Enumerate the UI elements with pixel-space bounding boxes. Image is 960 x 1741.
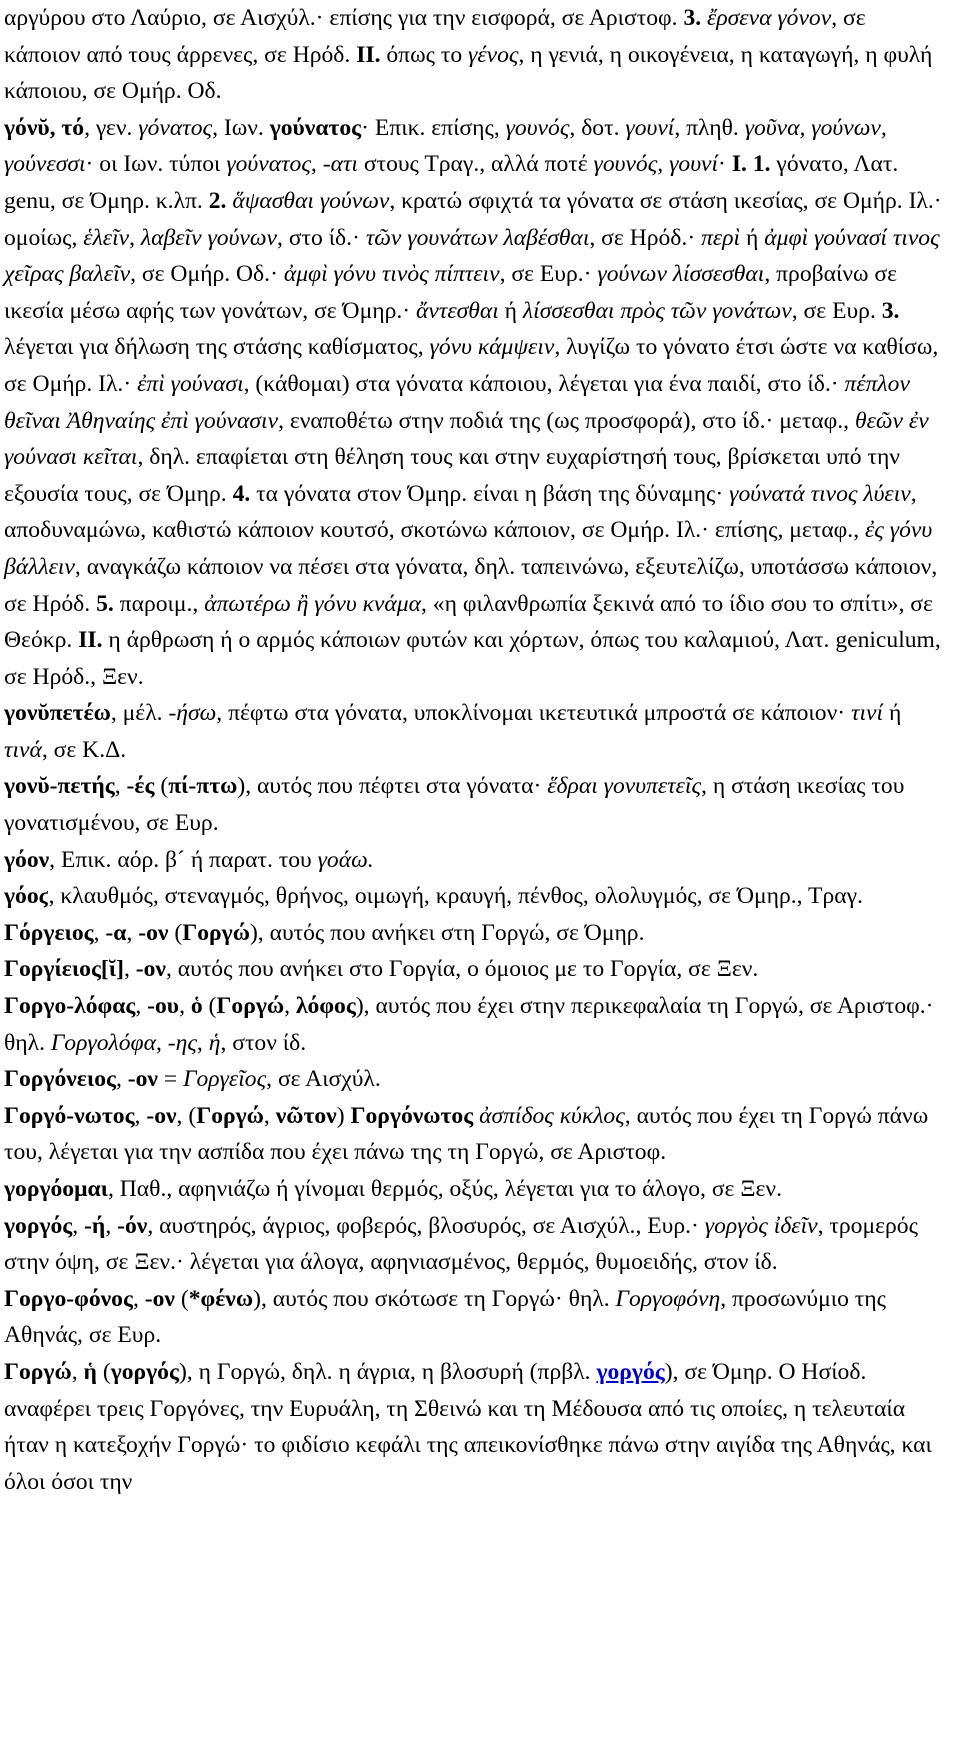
greek-citation-text: -ατι	[322, 151, 358, 178]
headword-or-bold-text: -ον	[135, 956, 166, 983]
headword-or-bold-text: Γοργώ	[216, 993, 285, 1020]
headword-or-bold-text: γοργόομαι	[4, 1176, 108, 1202]
entry-text: ,	[132, 1285, 145, 1312]
entry-text: ,	[123, 956, 136, 983]
greek-citation-text: θεῶν ἐν γούνασι κεῖται	[4, 407, 929, 471]
entry-text: όπως το	[380, 41, 469, 68]
greek-citation-text: ἀσπίδος κύκλος	[479, 1102, 625, 1129]
headword-or-bold-text: Γοργώ	[4, 1358, 72, 1385]
entry-text: (	[154, 773, 169, 800]
entry-text: , αυτός που έχει τη Γοργώ πάνω του, λέγεται για την ασπίδα που έχει πάνω της τη Γοργώ, σε Αριστοφ.	[4, 1102, 929, 1166]
entry-text: , πληθ.	[674, 114, 745, 141]
greek-citation-text: λαβεῖν γούνων	[140, 224, 278, 251]
entry-text: τα γόνατα στον Όμηρ. είναι η βάση της δύναμης·	[250, 480, 730, 507]
entry-text: ,	[71, 1358, 84, 1385]
greek-citation-text: τινί	[851, 700, 884, 727]
greek-citation-text: ἀμφὶ γούνασί τινος χεῖρας βαλεῖν	[4, 224, 940, 288]
entry-text: , στον ίδ.	[220, 1029, 307, 1056]
entry-text: ,	[126, 919, 139, 946]
entry-text: , κρατώ σφιχτά τα γόνατα σε στάση ικεσίας, σε Ομήρ. Ιλ.· ομοίως,	[4, 187, 942, 251]
headword-or-bold-text: Γοργίειος[ῐ]	[4, 956, 124, 983]
greek-citation-text: ἕδραι γονυπετεῖς	[547, 773, 702, 800]
entry-text: ), αυτός που σκότωσε τη Γοργώ· θηλ.	[253, 1285, 616, 1312]
entry-text: παροιμ.,	[113, 590, 205, 617]
entry-text: , (κάθομαι) στα γόνατα κάποιου, λέγεται για ένα παιδί, στο ίδ.·	[243, 370, 845, 397]
entry-text: ·	[718, 151, 732, 178]
entry-text: , προσωνύμιο της Αθηνάς, σε Ευρ.	[4, 1285, 886, 1349]
entry-text: ), αυτός που ανήκει στη Γοργώ, σε Όμηρ.	[249, 919, 645, 946]
greek-citation-text: γοργὸς ἰδεῖν	[704, 1212, 818, 1239]
headword-or-bold-text: -ον	[138, 919, 169, 946]
headword-or-bold-text: -α	[105, 919, 127, 946]
entry-text: , αυστηρός, άγριος, φοβερός, βλοσυρός, σε Αισχύλ., Ευρ.·	[147, 1212, 705, 1239]
entry-text: , μέλ.	[110, 700, 169, 727]
greek-citation-text: γουνός	[593, 151, 658, 178]
headword-or-bold-text: γόον	[4, 846, 50, 873]
entry-text: ή	[498, 297, 523, 324]
headword-or-bold-text: γοργός	[110, 1358, 179, 1385]
headword-or-bold-text: II.	[78, 627, 103, 654]
entry-text: , η στάση ικεσίας του γονατισμένου, σε Ευρ.	[4, 773, 905, 837]
entry-text: , σε Ευρ.	[791, 297, 882, 324]
entry-text: =	[157, 1066, 184, 1093]
headword-or-bold-text: γόνῠ, τό	[4, 114, 85, 141]
headword-or-bold-text: Γοργο-λόφας	[4, 993, 136, 1020]
greek-citation-text: ἔρσενα γόνον	[707, 5, 832, 31]
greek-citation-text: γούνατά τινος λύειν	[729, 480, 911, 507]
entry-goos	[4, 878, 944, 915]
headword-or-bold-text: I. 1.	[731, 151, 771, 178]
entry-text: , Επικ. αόρ. β´ ή παρατ. του	[49, 846, 318, 873]
headword-or-bold-text: Γοργόνωτος	[350, 1102, 474, 1129]
greek-citation-text: τινά	[4, 736, 42, 763]
entry-text: , κλαυθμός, στεναγμός, θρήνος, οιμωγή, κραυγή, πένθος, ολολυγμός, σε Όμηρ., Τραγ.	[48, 883, 863, 910]
entry-text: , πέφτω στα γόνατα, υποκλίνομαι ικετευτικά μπροστά σε κάποιον·	[216, 700, 852, 727]
headword-or-bold-text: -ον	[146, 1102, 177, 1129]
greek-citation-text: γόνυ κάμψειν	[429, 334, 555, 361]
entry-text: , στο ίδ.·	[277, 224, 366, 251]
entry-text: ή	[883, 700, 902, 727]
greek-citation-text: γοῦνα, γούνων, γούνεσσι	[4, 114, 887, 178]
headword-or-bold-text: γόοϛ	[4, 883, 49, 910]
headword-or-bold-text: Γόργειος	[4, 919, 94, 946]
entry-text: λέγεται για δήλωση της στάσης καθίσματος,	[4, 334, 430, 361]
entry-gorgo-phonos	[4, 1281, 944, 1354]
headword-or-bold-text: -ου	[147, 993, 180, 1020]
entry-text: (	[168, 919, 183, 946]
greek-citation-text: -ης	[167, 1029, 197, 1056]
headword-or-bold-text: II.	[356, 41, 381, 68]
greek-citation-text: ἀπωτέρω ἢ γόνυ κνάμα	[204, 590, 421, 617]
greek-citation-text: γένος	[468, 41, 519, 68]
entry-text: ,	[310, 151, 323, 178]
entry-gorgoneios	[4, 1061, 944, 1098]
entry-gony-petes	[4, 768, 944, 841]
greek-citation-text: γοάω.	[317, 846, 374, 873]
cross-reference-link[interactable]: γοργός	[596, 1358, 665, 1385]
entry-text: · οι Ιων. τύποι	[85, 151, 227, 178]
entry-gorgeios	[4, 915, 944, 952]
entry-text: , δηλ. επαφίεται στη θέληση τους και στην ευχαρίστησή τους, βρίσκεται υπό την εξουσία τους, σε Όμηρ.	[4, 444, 900, 507]
greek-citation-text: γουνός	[505, 114, 570, 141]
entry-text: ή	[740, 224, 765, 251]
entry-text: ,	[657, 151, 670, 178]
entry-text: ,	[135, 993, 148, 1020]
greek-citation-text: γουνί	[669, 151, 719, 178]
entry-text: , αναγκάζω κάποιον να πέσει στα γόνατα, δηλ. ταπεινώνω, εξευτελίζω, υποτάσσω κάποιον, σε Ηρόδ.	[4, 553, 938, 617]
entry-text: ), σε Όμηρ. Ο Ησίοδ. αναφέρει τρεις Γοργόνες, την Ευρυάλη, τη Σθεινώ και τη Μέδουσα από τις οποίες, η τελευταία ήταν η κατεξοχήν Γοργώ· το φιδίσιο κεφάλι της απεικονίσθηκε πάνω στην αιγίδα της Αθηνάς, και όλοι όσοι την	[4, 1358, 932, 1495]
greek-citation-text: -ήσω	[168, 700, 217, 727]
greek-citation-text: ἡ	[208, 1029, 221, 1056]
entry-text: ), η Γοργώ, δηλ. η άγρια, η βλοσυρή (πρβλ.	[178, 1358, 597, 1385]
greek-citation-text: Γοργολόφα	[50, 1029, 156, 1056]
entry-gorgo-lophas	[4, 988, 944, 1061]
greek-citation-text: ἐς γόνυ βάλλειν	[4, 517, 933, 580]
entry-text: αργύρου στο Λαύριο, σε Αισχύλ.· επίσης για την εισφορά, σε Αριστοφ.	[4, 5, 684, 31]
entry-text: , εναποθέτω στην ποδιά της (ως προσφορά), στο ίδ.· μεταφ.,	[278, 407, 855, 434]
entry-text: (	[96, 1358, 111, 1385]
entry-text: , σε Ηρόδ.·	[589, 224, 702, 251]
headword-or-bold-text: ὁ	[190, 993, 203, 1020]
greek-citation-text: γουνί	[625, 114, 675, 141]
entry-text: , σε Ευρ.·	[499, 261, 598, 288]
headword-or-bold-text: 5.	[96, 590, 114, 617]
entry-text: ), αυτός που έχει στην περικεφαλαία τη Γοργώ, σε Αριστοφ.· θηλ.	[4, 993, 934, 1056]
entry-text: · Επικ. επίσης,	[361, 114, 506, 141]
headword-or-bold-text: γονῠ-πετής	[4, 773, 115, 800]
headword-or-bold-text: 3.	[881, 297, 900, 324]
entry-text: ,	[114, 773, 127, 800]
entry-text: , σε Αισχύλ.	[266, 1066, 381, 1093]
greek-citation-text: γούνων λίσσεσθαι	[597, 261, 765, 288]
entry-text: , (	[176, 1102, 197, 1129]
entry-gonypeteo	[4, 695, 944, 768]
headword-or-bold-text: γούνατος	[269, 114, 362, 141]
entry-text: , η γενιά, η οικογένεια, η καταγωγή, η φυλή κάποιου, σε Ομήρ. Οδ.	[4, 41, 933, 105]
entry-text: , προβαίνω σε ικεσία μέσω αφής των γονάτων, σε Όμηρ.·	[4, 261, 898, 324]
headword-or-bold-text: *φένω	[188, 1285, 254, 1312]
greek-citation-text: ἐπὶ γούνασι	[137, 370, 244, 397]
headword-or-bold-text: -ές	[126, 773, 155, 800]
entry-text: , σε Ομήρ. Οδ.·	[130, 261, 284, 288]
entry-goon	[4, 842, 944, 879]
entry-text: ,	[72, 1212, 85, 1239]
greek-citation-text: Γοργοφόνη	[615, 1285, 721, 1312]
greek-citation-text: ἅψασθαι γούνων	[232, 187, 390, 214]
entry-text: , δοτ.	[569, 114, 626, 141]
headword-or-bold-text: -ον	[144, 1285, 175, 1312]
entry-text: ,	[196, 1029, 209, 1056]
greek-citation-text: γόνατος	[138, 114, 213, 141]
greek-citation-text: γούνατος	[226, 151, 311, 178]
greek-citation-text: Γοργεῖος	[183, 1066, 267, 1093]
headword-or-bold-text: -όν	[117, 1212, 148, 1239]
greek-citation-text: ἑλεῖν	[83, 224, 130, 251]
entry-prev-continuation	[4, 0, 944, 110]
entry-text: ,	[134, 1102, 147, 1129]
entry-text: (	[174, 1285, 189, 1312]
headword-or-bold-text: Γοργώ	[196, 1102, 264, 1129]
entry-gorgo-notos	[4, 1098, 944, 1171]
greek-citation-text: πέπλον θεῖναι Ἀθηναίης ἐπὶ γούνασιν	[4, 370, 910, 434]
entry-text: ,	[93, 919, 106, 946]
greek-citation-text: τῶν γουνάτων λαβέσθαι	[365, 224, 590, 251]
entry-gorgoomai	[4, 1171, 944, 1208]
greek-citation-text: περὶ	[701, 224, 741, 251]
headword-or-bold-text: γονῠπετέω	[4, 700, 111, 727]
greek-citation-text: ἀμφὶ γόνυ τινὸς πίπτειν	[283, 261, 500, 288]
entry-text: ,	[284, 993, 296, 1020]
entry-text: ), αυτός που πέφτει στα γόνατα·	[237, 773, 548, 800]
entry-text: , γεν.	[84, 114, 139, 141]
entry-text: ,	[105, 1212, 118, 1239]
headword-or-bold-text: -ή	[84, 1212, 106, 1239]
entry-text: )	[336, 1102, 351, 1129]
entry-text: , σε κάποιον από τους άρρενες, σε Ηρόδ.	[4, 5, 866, 68]
entry-text: ,	[179, 993, 191, 1020]
headword-or-bold-text: γοργός	[4, 1212, 73, 1239]
entry-text: ,	[129, 224, 141, 251]
entry-text: ,	[155, 1029, 168, 1056]
entry-text: (	[202, 993, 217, 1020]
headword-or-bold-text: 4.	[232, 480, 251, 507]
headword-or-bold-text: Γοργώ	[182, 919, 250, 946]
entry-text: , σε Κ.Δ.	[41, 736, 127, 763]
entry-text: , Ιων.	[212, 114, 270, 141]
headword-or-bold-text: νῶτον	[275, 1102, 337, 1129]
headword-or-bold-text: 3.	[683, 5, 702, 31]
entry-text: , λυγίζω το γόνατο έτσι ώστε να καθίσω, σε Ομήρ. Ιλ.·	[4, 334, 939, 397]
entry-text: στους Τραγ., αλλά ποτέ	[357, 151, 594, 178]
entry-text: ,	[115, 1066, 128, 1093]
greek-citation-text: λίσσεσθαι πρὸς τῶν γονάτων	[522, 297, 792, 324]
entry-gorgieios	[4, 951, 944, 988]
entry-gony	[4, 110, 944, 696]
entry-text: , Παθ., αφηνιάζω ή γίνομαι θερμός, οξύς, λέγεται για το άλογο, σε Ξεν.	[107, 1176, 782, 1202]
entry-text: ,	[263, 1102, 276, 1129]
headword-or-bold-text: Γοργο-φόνος	[4, 1285, 133, 1312]
headword-or-bold-text: -ον	[127, 1066, 158, 1093]
headword-or-bold-text: Γοργό-νωτος	[4, 1102, 135, 1129]
headword-or-bold-text: Γοργόνειος	[4, 1066, 116, 1093]
entry-gorgos	[4, 1208, 944, 1281]
entry-text: , τρομερός στην όψη, σε Ξεν.· λέγεται για άλογα, αφηνιασμένος, θερμός, θυμοειδής, στον ίδ.	[4, 1212, 918, 1276]
greek-citation-text: ἄντεσθαι	[416, 297, 499, 324]
entry-text: , «η φιλανθρωπία ξεκινά από το ίδιο σου το σπίτι», σε Θεόκρ.	[4, 590, 933, 654]
headword-or-bold-text: πί-πτω	[168, 773, 238, 800]
entry-text: , αυτός που ανήκει στο Γοργία, ο όμοιος με το Γοργία, σε Ξεν.	[165, 956, 759, 983]
entry-text: γόνατο, Λατ. genu, σε Όμηρ. κ.λπ.	[4, 151, 899, 214]
entry-gorgo	[4, 1354, 944, 1500]
entry-text: , αποδυναμώνω, καθιστώ κάποιον κουτσό, σκοτώνω κάποιον, σε Ομήρ. Ιλ.· επίσης, μεταφ.,	[4, 480, 917, 544]
headword-or-bold-text: λόφος	[295, 993, 356, 1020]
headword-or-bold-text: ἡ	[83, 1358, 97, 1385]
headword-or-bold-text: 2.	[208, 187, 227, 214]
entry-text: η άρθρωση ή ο αρμός κάποιων φυτών και χόρτων, όπως του καλαμιού, Λατ. geniculum, σε Ηρόδ., Ξεν.	[4, 627, 941, 690]
